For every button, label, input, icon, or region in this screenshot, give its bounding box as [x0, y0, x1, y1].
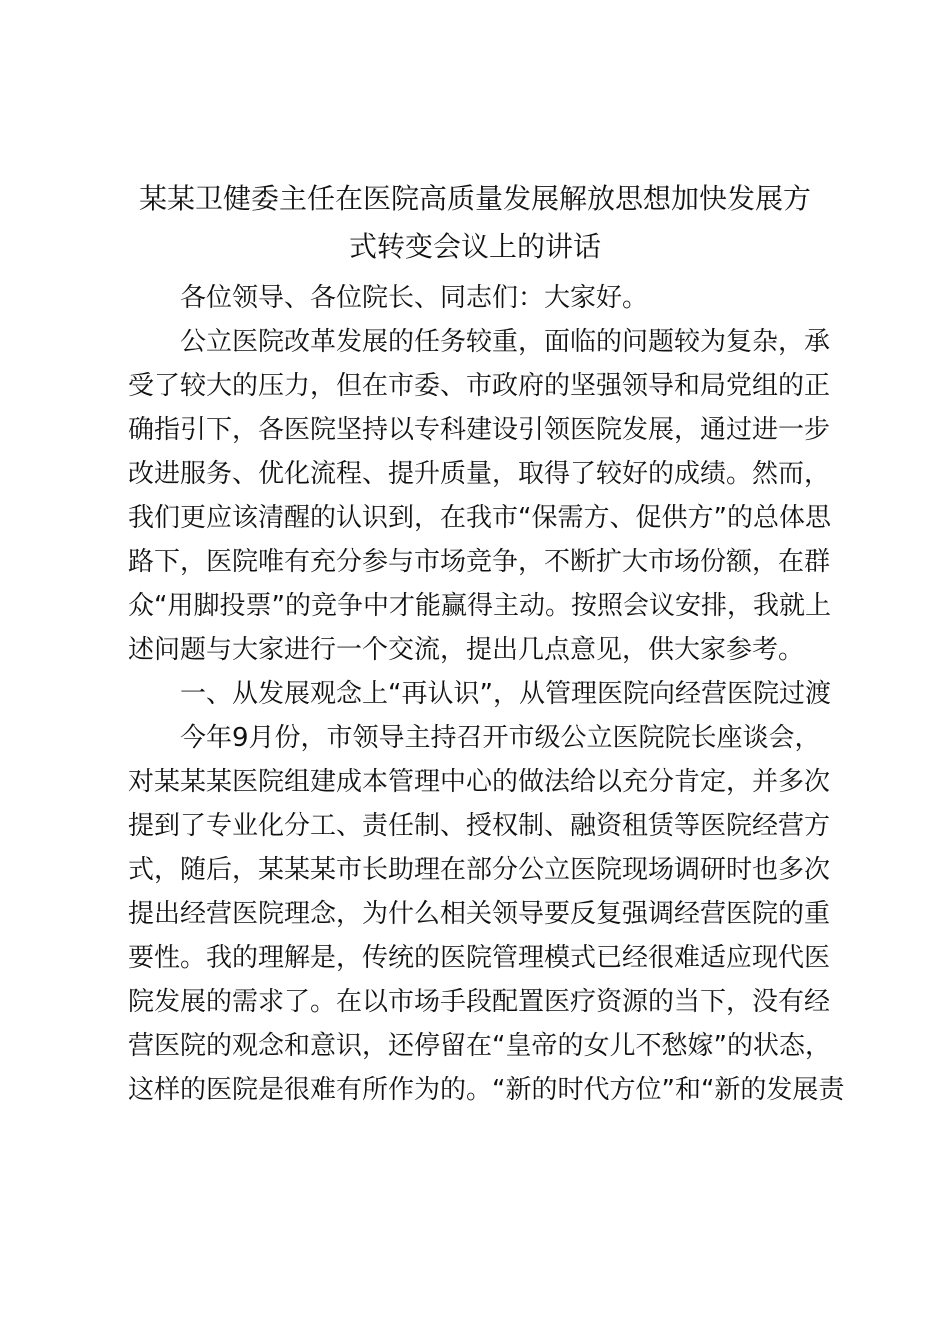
- paragraph-1-line-5: 我们更应该清醒的认识到，在我市“保需方、促供方”的总体思: [128, 503, 831, 533]
- paragraph-2-line-2: 对某某某医院组建成本管理中心的做法给以充分肯定，并多次: [128, 767, 831, 797]
- paragraph-1-line-6: 路下，医院唯有充分参与市场竞争，不断扩大市场份额，在群: [128, 547, 831, 577]
- title-line-1: 某某卫健委主任在医院高质量发展解放思想加快发展方: [138, 182, 811, 215]
- paragraph-2-line-9: 这样的医院是很难有所作为的。“新的时代方位”和“新的发展责: [128, 1075, 845, 1105]
- paragraph-1-line-1: 公立医院改革发展的任务较重，面临的问题较为复杂，承: [180, 327, 831, 357]
- paragraph-2-line-8: 营医院的观念和意识，还停留在“皇帝的女儿不愁嫁”的状态，: [128, 1031, 831, 1061]
- paragraph-2-line-5: 提出经营医院理念，为什么相关领导要反复强调经营医院的重: [128, 899, 831, 929]
- title-line-2: 式转变会议上的讲话: [348, 230, 601, 263]
- paragraph-1-line-4: 改进服务、优化流程、提升质量，取得了较好的成绩。然而，: [128, 459, 831, 489]
- paragraph-1-line-7: 众“用脚投票”的竞争中才能赢得主动。按照会议安排，我就上: [128, 591, 831, 621]
- paragraph-2-line-6: 要性。我的理解是，传统的医院管理模式已经很难适应现代医: [128, 943, 831, 973]
- paragraph-2-line-1: 今年9月份，市领导主持召开市级公立医院院长座谈会，: [180, 723, 821, 753]
- paragraph-2-line-7: 院发展的需求了。在以市场手段配置医疗资源的当下，没有经: [128, 987, 831, 1017]
- paragraph-1-line-8: 述问题与大家进行一个交流，提出几点意见，供大家参考。: [128, 635, 805, 665]
- paragraph-2-line-3: 提到了专业化分工、责任制、授权制、融资租赁等医院经营方: [128, 811, 831, 841]
- paragraph-1-line-2: 受了较大的压力，但在市委、市政府的坚强领导和局党组的正: [128, 371, 831, 401]
- paragraph-1-line-3: 确指引下，各医院坚持以专科建设引领医院发展，通过进一步: [128, 415, 831, 445]
- salutation-line: 各位领导、各位院长、同志们：大家好。: [180, 283, 649, 313]
- section-heading-1: 一、从发展观念上“再认识”，从管理医院向经营医院过渡: [180, 679, 831, 709]
- paragraph-2-line-4: 式，随后，某某某市长助理在部分公立医院现场调研时也多次: [128, 855, 831, 885]
